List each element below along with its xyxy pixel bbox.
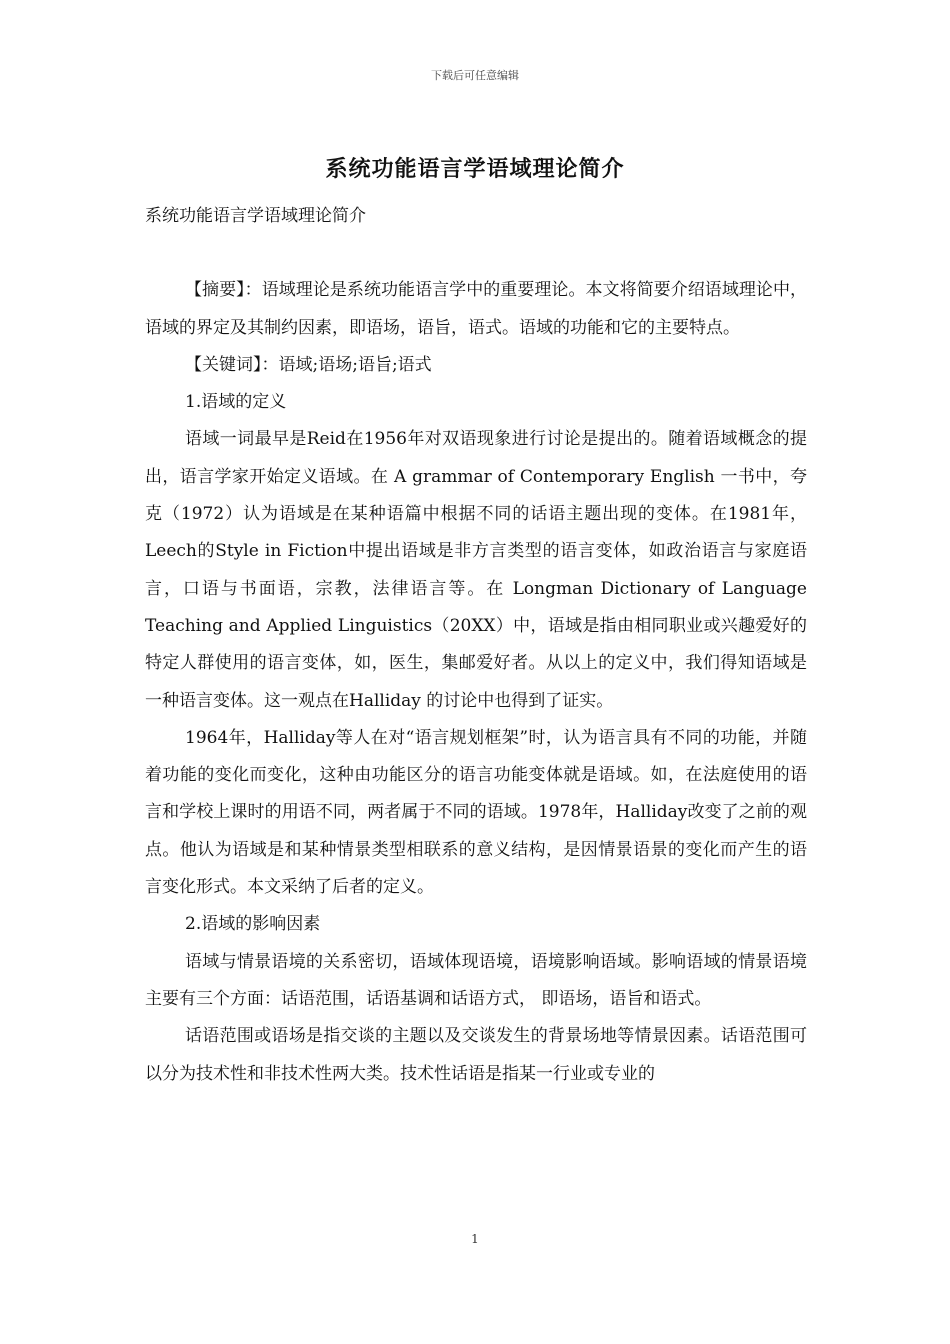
document-body [145,198,807,1093]
page-number: 1 [471,1232,479,1246]
body-paragraph: 语域一词最早是Reid在1956年对双语现象进行讨论是提出的。随着语域概念的提出，语言学家开始定义语域。在 A grammar of Contemporary English 一书中，夸克（1972）认为语域是在某种语篇中根据不同的话语主题出现的变体。在1981年，Leech的Style in Fiction中提出语域是非方言类型的语言变体，如政治语言与家庭语言，口语与书面语，宗教，法律语言等。在 Longman Dictionary of Language Teaching and Applied Linguistics（20XX）中，语域是指由相同职业或兴趣爱好的特定人群使用的语言变体，如，医生，集邮爱好者。从以上的定义中，我们得知语域是一种语言变体。这一观点在Halliday 的讨论中也得到了证实。 [145,429,807,711]
page-header-note: 下载后可任意编辑 [431,69,519,82]
document-title: 系统功能语言学语域理论简介 [325,157,625,182]
section-heading-definition: 1.语域的定义 [185,392,287,413]
keywords-paragraph: 【关键词】：语域;语场;语旨;语式 [185,354,432,375]
document-subtitle: 系统功能语言学语域理论简介 [145,206,366,226]
section-heading-factors: 2.语域的影响因素 [185,914,321,935]
body-paragraph: 语域与情景语境的关系密切，语域体现语境，语境影响语域。影响语域的情景语境主要有三个方面：话语范围，话语基调和话语方式， 即语场，语旨和语式。 [145,951,807,1009]
body-paragraph: 话语范围或语场是指交谈的主题以及交谈发生的背景场地等情景因素。话语范围可以分为技术性和非技术性两大类。技术性话语是指某一行业或专业的 [145,1026,807,1084]
body-paragraph: 1964年，Halliday等人在对“语言规划框架”时，认为语言具有不同的功能，并随着功能的变化而变化，这种由功能区分的语言功能变体就是语域。如，在法庭使用的语言和学校上课时的用语不同，两者属于不同的语域。1978年，Halliday改变了之前的观点。他认为语域是和某种情景类型相联系的意义结构，是因情景语景的变化而产生的语言变化形式。本文采纳了后者的定义。 [145,727,807,898]
abstract-paragraph: 【摘要】：语域理论是系统功能语言学中的重要理论。本文将简要介绍语域理论中，语域的界定及其制约因素，即语场，语旨，语式。语域的功能和它的主要特点。 [145,280,807,338]
